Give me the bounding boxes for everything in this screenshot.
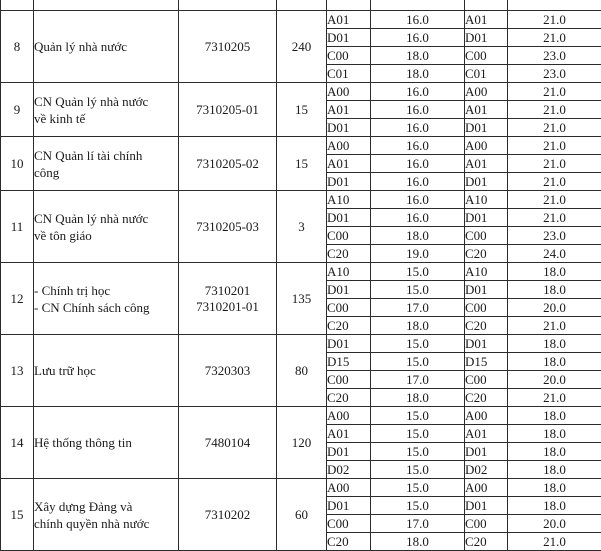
cropped-top-row	[1, 0, 601, 11]
minimum-score: 19.0	[371, 245, 465, 263]
program-code	[179, 137, 277, 191]
minimum-score: 15.0	[371, 479, 465, 497]
minimum-score-alt: 18.0	[508, 443, 601, 461]
row-number: 8	[1, 11, 34, 83]
subject-combination-alt: C20	[465, 317, 508, 335]
minimum-score: 15.0	[371, 407, 465, 425]
enrollment-quota: 60	[277, 479, 327, 551]
program-name-line: về kinh tế	[34, 110, 178, 127]
minimum-score-alt: 20.0	[508, 371, 601, 389]
program-name-line: CN Quản lí tài chính	[34, 147, 178, 164]
minimum-score-alt: 20.0	[508, 515, 601, 533]
minimum-score-alt: 24.0	[508, 245, 601, 263]
minimum-score-alt: 21.0	[508, 83, 601, 101]
subject-combination-alt: D01	[465, 497, 508, 515]
program-name-line: Lưu trữ học	[34, 362, 178, 379]
subject-combination: D01	[327, 443, 371, 461]
program-code-line: 7310201	[179, 283, 276, 299]
program-code	[179, 479, 277, 551]
program-code-line: 7310201-01	[179, 299, 276, 315]
minimum-score: 15.0	[371, 335, 465, 353]
program-code-line: 7310202	[179, 507, 276, 523]
minimum-score-alt: 18.0	[508, 263, 601, 281]
table-row	[1, 407, 601, 425]
minimum-score: 15.0	[371, 461, 465, 479]
subject-combination-alt: A00	[465, 479, 508, 497]
subject-combination: D01	[327, 29, 371, 47]
minimum-score-alt: 21.0	[508, 137, 601, 155]
enrollment-quota: 3	[277, 191, 327, 263]
minimum-score: 17.0	[371, 371, 465, 389]
subject-combination: C01	[327, 65, 371, 83]
minimum-score: 16.0	[371, 137, 465, 155]
program-name-line: chính quyền nhà nước	[34, 515, 178, 532]
program-name-line: về tôn giáo	[34, 227, 178, 244]
enrollment-quota: 15	[277, 137, 327, 191]
subject-combination-alt: A00	[465, 137, 508, 155]
minimum-score: 18.0	[371, 317, 465, 335]
subject-combination: D01	[327, 119, 371, 137]
table-body	[1, 0, 601, 551]
subject-combination-alt: C00	[465, 515, 508, 533]
row-number: 13	[1, 335, 34, 407]
program-name	[34, 137, 179, 191]
subject-combination: D01	[327, 497, 371, 515]
minimum-score: 17.0	[371, 515, 465, 533]
program-code-line: 7310205	[179, 39, 276, 55]
program-code	[179, 83, 277, 137]
subject-combination: A00	[327, 83, 371, 101]
subject-combination-alt: C00	[465, 299, 508, 317]
enrollment-quota: 80	[277, 335, 327, 407]
program-code	[179, 335, 277, 407]
minimum-score-alt: 21.0	[508, 533, 601, 551]
row-number: 9	[1, 83, 34, 137]
program-code	[179, 407, 277, 479]
minimum-score-alt: 23.0	[508, 227, 601, 245]
minimum-score-alt: 18.0	[508, 281, 601, 299]
program-code-line: 7310205-01	[179, 102, 276, 118]
minimum-score: 16.0	[371, 209, 465, 227]
subject-combination: A01	[327, 425, 371, 443]
program-code	[179, 11, 277, 83]
subject-combination: D01	[327, 209, 371, 227]
subject-combination-alt: C20	[465, 389, 508, 407]
minimum-score-alt: 21.0	[508, 29, 601, 47]
minimum-score: 16.0	[371, 101, 465, 119]
minimum-score: 18.0	[371, 227, 465, 245]
minimum-score: 15.0	[371, 443, 465, 461]
minimum-score: 16.0	[371, 119, 465, 137]
subject-combination: C00	[327, 299, 371, 317]
subject-combination-alt: A01	[465, 425, 508, 443]
subject-combination: A10	[327, 191, 371, 209]
program-name	[34, 335, 179, 407]
subject-combination: D02	[327, 461, 371, 479]
row-number: 10	[1, 137, 34, 191]
subject-combination: C20	[327, 245, 371, 263]
minimum-score-alt: 18.0	[508, 335, 601, 353]
table-row	[1, 263, 601, 281]
minimum-score-alt: 21.0	[508, 101, 601, 119]
table-row	[1, 137, 601, 155]
subject-combination-alt: D02	[465, 461, 508, 479]
row-number: 11	[1, 191, 34, 263]
enrollment-quota: 120	[277, 407, 327, 479]
subject-combination: A10	[327, 263, 371, 281]
subject-combination-alt: A10	[465, 191, 508, 209]
table-row	[1, 191, 601, 209]
minimum-score: 18.0	[371, 389, 465, 407]
minimum-score-alt: 18.0	[508, 425, 601, 443]
row-number: 12	[1, 263, 34, 335]
program-name-line: Xây dựng Đảng và	[34, 498, 178, 515]
subject-combination: C20	[327, 533, 371, 551]
minimum-score: 15.0	[371, 497, 465, 515]
table-row	[1, 83, 601, 101]
subject-combination: C00	[327, 371, 371, 389]
minimum-score-alt: 20.0	[508, 299, 601, 317]
table-row	[1, 335, 601, 353]
program-code-line: 7480104	[179, 435, 276, 451]
row-number: 15	[1, 479, 34, 551]
subject-combination: D15	[327, 353, 371, 371]
subject-combination-alt: A01	[465, 155, 508, 173]
minimum-score-alt: 21.0	[508, 173, 601, 191]
subject-combination: A01	[327, 155, 371, 173]
subject-combination: D01	[327, 335, 371, 353]
subject-combination: C20	[327, 389, 371, 407]
program-name	[34, 407, 179, 479]
subject-combination-alt: D01	[465, 281, 508, 299]
minimum-score: 15.0	[371, 353, 465, 371]
subject-combination-alt: D01	[465, 119, 508, 137]
minimum-score-alt: 21.0	[508, 155, 601, 173]
subject-combination-alt: D15	[465, 353, 508, 371]
minimum-score-alt: 18.0	[508, 479, 601, 497]
program-code	[179, 191, 277, 263]
program-name-line: - Chính trị học	[34, 282, 178, 299]
program-name-line: công	[34, 164, 178, 181]
subject-combination: D01	[327, 281, 371, 299]
minimum-score: 16.0	[371, 155, 465, 173]
minimum-score: 16.0	[371, 191, 465, 209]
program-name-line: CN Quản lý nhà nước	[34, 93, 178, 110]
minimum-score-alt: 21.0	[508, 11, 601, 29]
minimum-score: 16.0	[371, 173, 465, 191]
program-name-line: Quản lý nhà nước	[34, 38, 178, 55]
table-row	[1, 11, 601, 29]
minimum-score-alt: 18.0	[508, 353, 601, 371]
program-code	[179, 263, 277, 335]
minimum-score: 16.0	[371, 11, 465, 29]
program-name	[34, 11, 179, 83]
minimum-score: 16.0	[371, 83, 465, 101]
minimum-score-alt: 23.0	[508, 47, 601, 65]
subject-combination-alt: A00	[465, 83, 508, 101]
subject-combination-alt: C20	[465, 245, 508, 263]
minimum-score-alt: 18.0	[508, 407, 601, 425]
row-number: 14	[1, 407, 34, 479]
subject-combination-alt: A01	[465, 11, 508, 29]
subject-combination: D01	[327, 173, 371, 191]
subject-combination: C00	[327, 47, 371, 65]
subject-combination-alt: A10	[465, 263, 508, 281]
subject-combination-alt: D01	[465, 335, 508, 353]
minimum-score-alt: 21.0	[508, 317, 601, 335]
subject-combination: C00	[327, 227, 371, 245]
minimum-score: 18.0	[371, 533, 465, 551]
subject-combination-alt: D01	[465, 443, 508, 461]
minimum-score-alt: 21.0	[508, 119, 601, 137]
subject-combination-alt: D01	[465, 173, 508, 191]
program-name	[34, 263, 179, 335]
minimum-score: 15.0	[371, 263, 465, 281]
subject-combination: A01	[327, 11, 371, 29]
subject-combination-alt: D01	[465, 29, 508, 47]
subject-combination: A00	[327, 479, 371, 497]
subject-combination-alt: C00	[465, 371, 508, 389]
enrollment-quota: 15	[277, 83, 327, 137]
minimum-score-alt: 18.0	[508, 497, 601, 515]
subject-combination: C20	[327, 317, 371, 335]
subject-combination: A00	[327, 137, 371, 155]
minimum-score: 16.0	[371, 29, 465, 47]
program-code-line: 7320303	[179, 363, 276, 379]
minimum-score-alt: 21.0	[508, 389, 601, 407]
program-name	[34, 83, 179, 137]
minimum-score: 15.0	[371, 425, 465, 443]
program-code-line: 7310205-02	[179, 156, 276, 172]
subject-combination-alt: A01	[465, 101, 508, 119]
subject-combination-alt: C20	[465, 533, 508, 551]
minimum-score: 18.0	[371, 65, 465, 83]
table-row	[1, 479, 601, 497]
minimum-score-alt: 21.0	[508, 209, 601, 227]
minimum-score-alt: 18.0	[508, 461, 601, 479]
enrollment-quota: 135	[277, 263, 327, 335]
enrollment-quota: 240	[277, 11, 327, 83]
program-name-line: Hệ thống thông tin	[34, 434, 178, 451]
subject-combination: A01	[327, 101, 371, 119]
program-name	[34, 479, 179, 551]
minimum-score: 18.0	[371, 47, 465, 65]
program-name	[34, 191, 179, 263]
minimum-score: 17.0	[371, 299, 465, 317]
program-name-line: - CN Chính sách công	[34, 299, 178, 316]
subject-combination-alt: A00	[465, 407, 508, 425]
subject-combination-alt: C00	[465, 227, 508, 245]
program-name-line: CN Quản lý nhà nước	[34, 210, 178, 227]
subject-combination-alt: C00	[465, 47, 508, 65]
subject-combination: C00	[327, 515, 371, 533]
program-code-line: 7310205-03	[179, 219, 276, 235]
subject-combination: A00	[327, 407, 371, 425]
minimum-score-alt: 21.0	[508, 191, 601, 209]
subject-combination-alt: C01	[465, 65, 508, 83]
subject-combination-alt: D01	[465, 209, 508, 227]
minimum-score-alt: 23.0	[508, 65, 601, 83]
minimum-score: 15.0	[371, 281, 465, 299]
